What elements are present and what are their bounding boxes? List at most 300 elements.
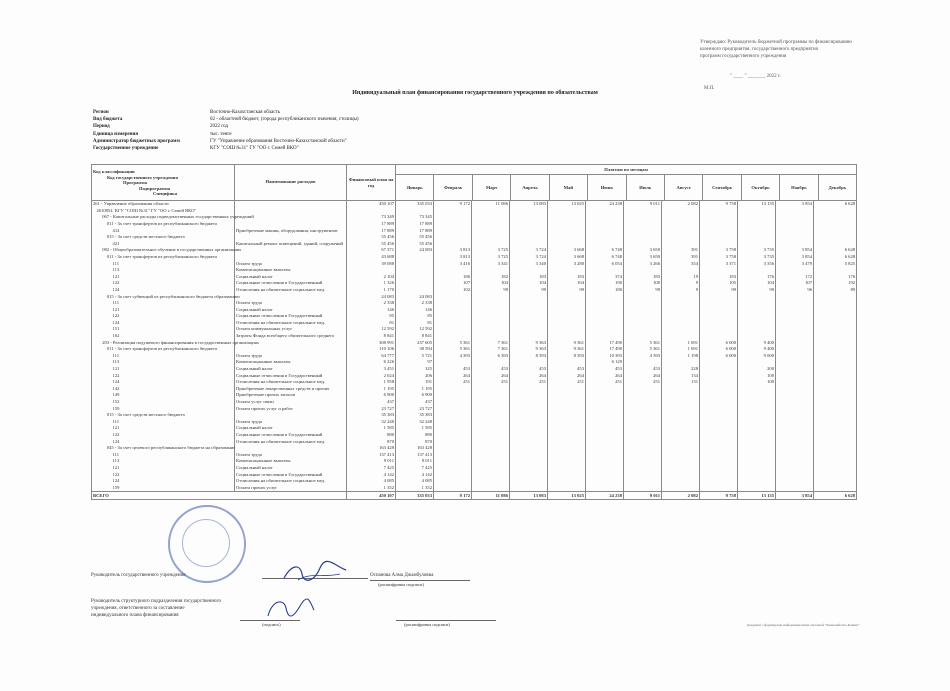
row-month-value: 32 248 <box>396 419 434 426</box>
row-month-value <box>586 392 624 399</box>
row-month-value: 183 <box>700 274 738 281</box>
row-month-value <box>548 221 586 228</box>
table-row <box>92 425 857 432</box>
row-code: 124 <box>92 379 235 386</box>
header-month: Октябрь <box>741 175 779 200</box>
row-month-value <box>624 405 662 412</box>
row-month-value <box>510 313 548 320</box>
row-month-value <box>586 320 624 327</box>
row-month-value <box>738 241 776 248</box>
row-total: 6 900 <box>347 392 396 399</box>
table-row <box>92 438 857 445</box>
row-month-value <box>814 412 857 419</box>
row-month-value: 4 393 <box>434 353 472 360</box>
total-value: 450 107 <box>347 492 396 500</box>
row-month-value <box>662 425 700 432</box>
info-value: Восточно-Казахстанская область <box>210 110 281 115</box>
row-month-value <box>662 458 700 465</box>
row-month-value <box>434 425 472 432</box>
row-month-value: 2 338 <box>396 300 434 307</box>
row-month-value: 453 <box>510 366 548 373</box>
row-month-value <box>472 465 510 472</box>
row-name: Оплата труда <box>235 419 347 426</box>
row-month-value <box>434 320 472 327</box>
row-total: 23 727 <box>347 405 396 412</box>
row-month-value: 3 854 <box>776 247 814 254</box>
row-month-value: 17 889 <box>396 227 434 234</box>
total-month-value: 13 083 <box>510 492 548 500</box>
row-month-value <box>434 392 472 399</box>
row-month-value <box>700 208 738 215</box>
row-month-value <box>624 313 662 320</box>
row-name: Оплата коммунальных услуг <box>235 326 347 333</box>
row-code: 151 <box>92 326 235 333</box>
row-month-value: 5 361 <box>434 339 472 346</box>
row-code: 121 <box>92 274 235 281</box>
row-month-value: 4 393 <box>624 353 662 360</box>
row-month-value <box>700 405 738 412</box>
table-row <box>92 267 857 274</box>
row-month-value: 104 <box>738 280 776 287</box>
row-month-value <box>662 359 700 366</box>
approval-mp: М.П. <box>704 86 715 91</box>
row-name: Приобретение машин, оборудования, инструментов <box>235 227 347 234</box>
row-month-value <box>548 234 586 241</box>
row-code: 261 - Управление образования области <box>92 201 235 208</box>
row-month-value <box>662 478 700 485</box>
table-row <box>92 339 857 346</box>
row-month-value: 99 <box>548 287 586 294</box>
row-month-value <box>472 221 510 228</box>
row-month-value <box>814 307 857 314</box>
row-total: 85 <box>347 313 396 320</box>
row-month-value <box>662 227 700 234</box>
row-month-value <box>586 307 624 314</box>
row-month-value <box>776 478 814 485</box>
row-month-value <box>776 372 814 379</box>
table-row <box>92 478 857 485</box>
row-month-value <box>434 405 472 412</box>
row-code: 015 - За счет субвенций из республиканского бюджета образованию <box>93 293 240 299</box>
row-month-value: 453 <box>472 366 510 373</box>
row-month-value: 8 393 <box>548 353 586 360</box>
row-month-value <box>700 485 738 492</box>
row-month-value <box>700 313 738 320</box>
row-month-value <box>472 432 510 439</box>
row-month-value: 3 341 <box>472 260 510 267</box>
row-month-value <box>434 313 472 320</box>
row-month-value <box>814 485 857 492</box>
row-month-value <box>700 386 738 393</box>
row-month-value <box>472 313 510 320</box>
row-month-value: 251 <box>548 379 586 386</box>
row-month-value <box>814 425 857 432</box>
row-month-value: 10 393 <box>586 353 624 360</box>
row-code: 011 - За счет трансфертов из республиканского бюджета <box>92 221 235 228</box>
row-month-value: 55 456 <box>396 241 434 248</box>
table-row <box>92 221 857 228</box>
row-month-value <box>776 221 814 228</box>
row-code: 111 <box>92 260 235 267</box>
row-month-value <box>548 307 586 314</box>
row-month-value: 264 <box>624 372 662 379</box>
row-month-value: 6 748 <box>586 247 624 254</box>
row-name: Социальные отчисления в Государственный <box>235 471 347 478</box>
row-name: Отчисления на обязательное социальное мед. <box>235 320 347 327</box>
row-month-value: 38 594 <box>396 346 434 353</box>
row-month-value <box>472 227 510 234</box>
row-month-value <box>662 208 700 215</box>
row-month-value <box>624 478 662 485</box>
row-total: 43 688 <box>347 254 396 261</box>
row-month-value <box>738 293 776 300</box>
row-code: 159 <box>92 485 235 492</box>
table-row <box>92 399 857 406</box>
row-month-value <box>548 412 586 419</box>
row-total: 1 958 <box>347 379 396 386</box>
row-month-value <box>624 419 662 426</box>
row-month-value <box>472 241 510 248</box>
row-month-value <box>510 326 548 333</box>
row-month-value: 453 <box>586 366 624 373</box>
head-name-line <box>370 580 470 581</box>
row-month-value: 453 <box>548 366 586 373</box>
row-month-value: 3 266 <box>624 260 662 267</box>
info-label: Период <box>93 124 110 130</box>
row-month-value <box>814 227 857 234</box>
table-row <box>92 471 857 478</box>
header-month: Февраль <box>433 175 471 200</box>
row-month-value <box>738 478 776 485</box>
row-month-value <box>624 452 662 459</box>
table-row <box>92 485 857 492</box>
header-total: Финансовый план на год <box>347 165 396 201</box>
row-code: 421 <box>92 241 235 248</box>
row-month-value <box>738 208 776 215</box>
row-code: 111 <box>92 300 235 307</box>
row-month-value: 105 <box>700 280 738 287</box>
row-month-value: 880 <box>396 432 434 439</box>
row-month-value: 176 <box>738 274 776 281</box>
table-row <box>92 412 857 419</box>
row-month-value <box>662 392 700 399</box>
total-month-value: 9 011 <box>624 492 662 500</box>
row-total: 1 352 <box>347 485 396 492</box>
row-month-value: 102 <box>434 287 472 294</box>
row-month-value <box>548 293 586 300</box>
row-month-value <box>662 300 700 307</box>
row-month-value: 3 668 <box>548 254 586 261</box>
row-month-value <box>814 458 857 465</box>
row-code: 121 <box>92 465 235 472</box>
row-month-value: 8 841 <box>396 333 434 340</box>
row-month-value <box>700 379 738 386</box>
row-month-value: 85 <box>396 313 434 320</box>
row-month-value <box>510 445 548 452</box>
table-row <box>92 254 857 261</box>
row-month-value <box>624 221 662 228</box>
row-month-value: 96 <box>776 287 814 294</box>
row-month-value: 9 363 <box>510 339 548 346</box>
row-month-value <box>700 293 738 300</box>
row-month-value: 99 <box>472 287 510 294</box>
row-month-value <box>434 412 472 419</box>
header-code-label: Код классификации <box>93 169 135 175</box>
row-month-value: 3 650 <box>624 254 662 261</box>
row-month-value <box>396 260 434 267</box>
info-block <box>93 109 359 152</box>
row-month-value <box>548 313 586 320</box>
row-month-value <box>472 438 510 445</box>
row-month-value: 6 628 <box>814 254 857 261</box>
row-month-value <box>662 221 700 228</box>
row-month-value <box>624 425 662 432</box>
row-total: 17 889 <box>347 221 396 228</box>
row-month-value <box>738 320 776 327</box>
row-month-value <box>510 392 548 399</box>
row-month-value <box>814 386 857 393</box>
row-total: 39 088 <box>347 260 396 267</box>
row-month-value <box>586 326 624 333</box>
table-row <box>92 293 857 300</box>
row-month-value: 81 <box>396 320 434 327</box>
row-month-value <box>586 412 624 419</box>
row-month-value <box>434 326 472 333</box>
row-month-value <box>472 452 510 459</box>
row-code: 011 - За счет трансфертов из республиканского бюджета <box>92 254 235 261</box>
row-month-value <box>396 287 434 294</box>
header-program-label: Программа <box>123 180 147 186</box>
row-month-value <box>472 458 510 465</box>
row-month-value <box>738 419 776 426</box>
row-month-value <box>776 399 814 406</box>
row-month-value <box>662 333 700 340</box>
row-month-value <box>548 458 586 465</box>
row-month-value: 183 <box>624 274 662 281</box>
row-month-value <box>624 438 662 445</box>
row-name <box>235 445 347 452</box>
info-value: 2022 год <box>210 124 229 130</box>
row-month-value <box>738 333 776 340</box>
row-month-value <box>700 221 738 228</box>
row-total: 55 456 <box>347 234 396 241</box>
row-month-value <box>624 399 662 406</box>
row-month-value: 9 000 <box>738 353 776 360</box>
row-month-value: 3 758 <box>700 254 738 261</box>
info-row <box>93 116 359 123</box>
row-month-value <box>586 208 624 215</box>
row-month-value <box>700 267 738 274</box>
row-month-value <box>548 432 586 439</box>
row-month-value <box>434 471 472 478</box>
row-month-value <box>472 471 510 478</box>
header-months <box>396 165 857 201</box>
row-month-value: 374 <box>586 274 624 281</box>
info-label: Вид бюджета <box>93 117 123 123</box>
row-code: 203 - Реализация подушевого финансирования в государственных организациях <box>93 339 260 345</box>
row-month-value <box>662 241 700 248</box>
row-month-value: 6 393 <box>472 353 510 360</box>
row-month-value <box>738 438 776 445</box>
row-month-value <box>472 405 510 412</box>
row-month-value <box>510 221 548 228</box>
row-month-value <box>586 458 624 465</box>
row-month-value <box>776 320 814 327</box>
approval-line-1: Утверждаю: Руководитель бюджетной программы по финансированию <box>700 40 852 45</box>
row-month-value <box>624 214 662 221</box>
table-row <box>92 287 857 294</box>
row-month-value: 3 724 <box>510 247 548 254</box>
row-month-value <box>586 241 624 248</box>
row-month-value: 6 628 <box>814 201 857 208</box>
row-month-value: 104 <box>548 280 586 287</box>
row-month-value <box>472 419 510 426</box>
row-month-value <box>700 234 738 241</box>
row-month-value <box>776 227 814 234</box>
row-month-value: 99 <box>700 287 738 294</box>
row-month-value: 9 011 <box>624 201 662 208</box>
row-month-value: 264 <box>548 372 586 379</box>
row-month-value: 3 813 <box>434 247 472 254</box>
row-name: Компенсационные выплаты <box>235 359 347 366</box>
row-month-value <box>624 445 662 452</box>
row-month-value <box>586 234 624 241</box>
row-month-value <box>700 227 738 234</box>
row-month-value <box>738 405 776 412</box>
row-month-value <box>434 478 472 485</box>
row-name: Оплата прочих услуг и работ <box>235 405 347 412</box>
row-code: 124 <box>92 478 235 485</box>
table-row <box>92 465 857 472</box>
table-row <box>92 227 857 234</box>
row-month-value <box>814 241 857 248</box>
total-month-value: 2 082 <box>662 492 700 500</box>
approval-line-2: казенного предприятия, государственного предприятия <box>700 47 818 52</box>
row-month-value <box>510 307 548 314</box>
row-month-value: 6 000 <box>700 339 738 346</box>
row-month-value: 17 889 <box>396 221 434 228</box>
row-month-value <box>586 465 624 472</box>
row-month-value <box>624 471 662 478</box>
info-label: Администратор бюджетных программ <box>93 138 180 144</box>
total-month-value: 13 025 <box>548 492 586 500</box>
row-month-value <box>776 313 814 320</box>
row-month-value <box>814 208 857 215</box>
row-month-value: 6 628 <box>814 247 857 254</box>
row-month-value: 391 <box>662 247 700 254</box>
row-month-value <box>624 386 662 393</box>
row-month-value <box>472 412 510 419</box>
row-month-value: 4 142 <box>396 471 434 478</box>
row-month-value <box>776 293 814 300</box>
row-month-value: 3 724 <box>510 254 548 261</box>
row-month-value <box>738 485 776 492</box>
row-month-value <box>814 419 857 426</box>
header-month: Декабрь <box>818 175 856 200</box>
table-row <box>92 359 857 366</box>
row-month-value <box>776 366 814 373</box>
row-month-value <box>776 326 814 333</box>
total-month-value: 9 758 <box>700 492 738 500</box>
row-month-value <box>700 458 738 465</box>
row-month-value <box>434 208 472 215</box>
row-month-value <box>814 372 857 379</box>
row-month-value: 6 000 <box>700 353 738 360</box>
row-name: Отчисления на обязательное социальное мед. <box>235 438 347 445</box>
row-month-value: 100 <box>738 372 776 379</box>
row-month-value <box>434 307 472 314</box>
row-code: 113 <box>92 359 235 366</box>
row-total: 4 142 <box>347 471 396 478</box>
row-month-value <box>548 300 586 307</box>
row-month-value <box>472 214 510 221</box>
table-row <box>92 346 857 353</box>
row-month-value <box>662 386 700 393</box>
row-month-value <box>472 333 510 340</box>
total-month-value: 11 086 <box>472 492 510 500</box>
row-code: 111 <box>92 419 235 426</box>
row-month-value <box>472 359 510 366</box>
row-month-value <box>434 485 472 492</box>
row-month-value: 104 <box>510 280 548 287</box>
head-name: Оспанова Алма Джамбуловна <box>370 573 434 578</box>
row-month-value <box>548 485 586 492</box>
row-month-value <box>624 267 662 274</box>
table-row <box>92 372 857 379</box>
row-month-value <box>814 452 857 459</box>
row-month-value <box>510 438 548 445</box>
row-month-value <box>662 326 700 333</box>
row-month-value <box>548 227 586 234</box>
row-month-value <box>776 445 814 452</box>
total-label: ВСЕГО <box>92 492 347 500</box>
row-month-value <box>434 267 472 274</box>
row-month-value <box>776 452 814 459</box>
row-month-value: 3 854 <box>776 254 814 261</box>
row-month-value <box>548 471 586 478</box>
row-total: 163 428 <box>347 445 396 452</box>
row-month-value: 73 345 <box>396 214 434 221</box>
row-month-value <box>510 399 548 406</box>
row-month-value <box>510 300 548 307</box>
row-month-value <box>738 445 776 452</box>
row-month-value: 251 <box>510 379 548 386</box>
row-month-value <box>700 399 738 406</box>
row-month-value <box>472 293 510 300</box>
row-name <box>235 254 347 261</box>
row-month-value <box>586 405 624 412</box>
row-total: 12 592 <box>347 326 396 333</box>
row-month-value <box>738 458 776 465</box>
row-total: 1 326 <box>347 280 396 287</box>
row-month-value <box>814 221 857 228</box>
row-month-value <box>738 267 776 274</box>
row-month-value: 1 691 <box>662 339 700 346</box>
table-row <box>92 445 857 452</box>
row-month-value <box>662 432 700 439</box>
row-total: 9 011 <box>347 458 396 465</box>
row-month-value <box>548 326 586 333</box>
row-month-value: 183 <box>510 274 548 281</box>
row-month-value <box>700 445 738 452</box>
info-row <box>93 145 359 152</box>
row-month-value <box>624 234 662 241</box>
row-month-value <box>586 478 624 485</box>
row-month-value <box>662 485 700 492</box>
row-month-value: 24 083 <box>396 247 434 254</box>
row-month-value <box>624 307 662 314</box>
row-month-value: 1 691 <box>662 346 700 353</box>
